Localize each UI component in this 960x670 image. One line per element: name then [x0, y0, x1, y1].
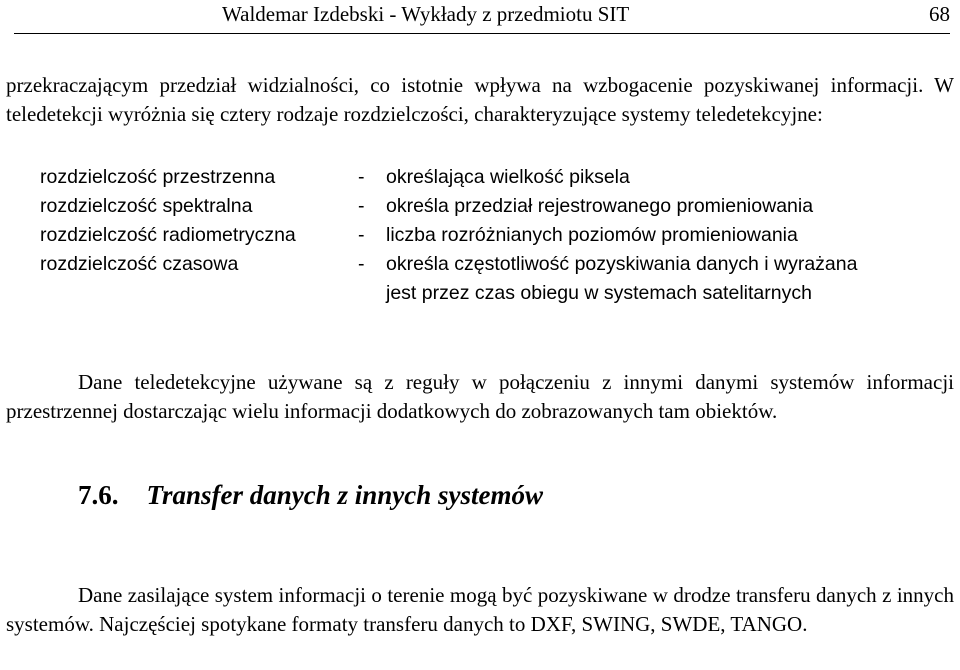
section-title: Transfer danych z innych systemów [146, 480, 544, 510]
header-title: Waldemar Izdebski - Wykłady z przedmiotu SIT [222, 2, 630, 26]
dash-separator: - [358, 195, 365, 217]
dash-separator: - [358, 224, 365, 246]
resolution-list [40, 163, 956, 308]
list-item [40, 192, 956, 221]
page-header [14, 0, 950, 38]
resolution-term: rozdzielczość czasowa [40, 253, 239, 275]
header-divider [14, 33, 950, 34]
body-paragraph: Dane teledetekcyjne używane są z reguły w połączeniu z innymi danymi systemów informacji przestrzennej dostarczając wielu informacji dodatkowych do zobrazowanych tam obiektów. [6, 370, 954, 423]
resolution-term: rozdzielczość spektralna [40, 195, 253, 217]
list-item [40, 250, 956, 279]
resolution-description: liczba rozróżnianych poziomów promieniowania [386, 224, 798, 246]
list-item [40, 163, 956, 192]
body-paragraph: Dane zasilające system informacji o terenie mogą być pozyskiwane w drodze transferu danych z innych systemów. Najczęściej spotykane formaty transferu danych to DXF, SWING, SWDE, TANGO. [6, 583, 954, 636]
page-number: 68 [929, 2, 950, 26]
list-item-continuation [40, 279, 956, 308]
resolution-description: określa częstotliwość pozyskiwania danych i wyrażana [386, 253, 858, 275]
dash-separator: - [358, 253, 365, 275]
list-item [40, 221, 956, 250]
resolution-description-continuation: jest przez czas obiegu w systemach satelitarnych [386, 282, 812, 304]
resolution-term: rozdzielczość radiometryczna [40, 224, 296, 246]
resolution-term: rozdzielczość przestrzenna [40, 166, 276, 188]
resolution-description: określa przedział rejestrowanego promieniowania [386, 195, 814, 217]
resolution-description: określająca wielkość piksela [386, 166, 630, 188]
section-heading [78, 480, 543, 511]
dash-separator: - [358, 166, 365, 188]
section-number: 7.6. [78, 480, 119, 510]
intro-paragraph: przekraczającym przedział widzialności, co istotnie wpływa na wzbogacenie pozyskiwanej informacji. W teledetekcji wyróżnia się cztery rodzaje rozdzielczości, charakteryzujące systemy teledetekcyjne: [6, 73, 954, 126]
